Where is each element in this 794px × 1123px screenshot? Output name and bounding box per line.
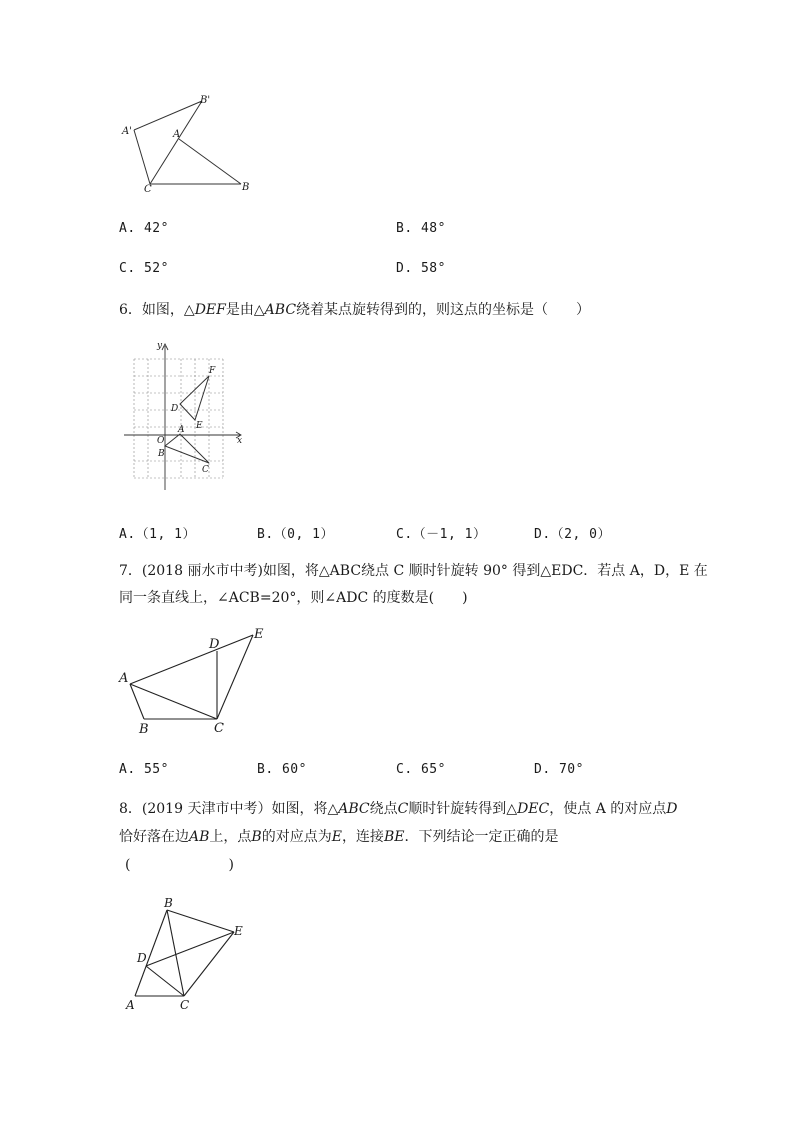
q8-seg-be: BE bbox=[383, 829, 405, 845]
q6-option-c[interactable]: C.（－1, 1） bbox=[396, 527, 487, 542]
q5-option-d[interactable]: D. 58° bbox=[396, 261, 446, 276]
q8-tri-abc: △ABC bbox=[327, 801, 370, 817]
q7-option-b[interactable]: B. 60° bbox=[257, 762, 307, 777]
q7-figure bbox=[115, 622, 275, 737]
q8-label-D: D bbox=[137, 951, 147, 965]
q8-point-d: D bbox=[666, 801, 678, 817]
q8-point-c: C bbox=[397, 801, 409, 817]
q6-option-b[interactable]: B.（0, 1） bbox=[257, 527, 334, 542]
q6-text-2: 是由△ bbox=[225, 302, 265, 318]
q8-text-5: 恰好落在边 bbox=[119, 829, 189, 845]
q6-label-B: B bbox=[158, 449, 165, 459]
q6-option-d[interactable]: D.（2, 0） bbox=[534, 527, 611, 542]
q8-text-2: 绕点 bbox=[369, 801, 398, 817]
q8-text-3: 顺时针旋转得到 bbox=[408, 801, 507, 817]
q7-option-d[interactable]: D. 70° bbox=[534, 762, 584, 777]
q8-text-8: ，连接 bbox=[341, 829, 384, 845]
q7-option-a[interactable]: A. 55° bbox=[119, 762, 169, 777]
q8-seg-ab: AB bbox=[189, 829, 210, 845]
q6-tri-1: DEF bbox=[194, 302, 226, 318]
q7-label-A: A bbox=[119, 671, 129, 686]
q8-label-A: A bbox=[126, 998, 135, 1012]
q6-option-a[interactable]: A.（1, 1） bbox=[119, 527, 196, 542]
q6-number: 6． bbox=[119, 302, 142, 318]
q6-grid-figure bbox=[120, 338, 250, 493]
q6-label-E: E bbox=[196, 421, 203, 431]
q6-label-x: x bbox=[237, 436, 243, 446]
q6-tri-2: ABC bbox=[264, 302, 297, 318]
q8-text-4: ，使点 A 的对应点 bbox=[549, 801, 667, 817]
q6-label-O: O bbox=[157, 436, 165, 446]
q5-label-B: B bbox=[242, 182, 250, 193]
q5-option-c[interactable]: C. 52° bbox=[119, 261, 169, 276]
q6-label-C: C bbox=[202, 465, 209, 475]
q6-question bbox=[119, 296, 590, 324]
q8-text-6: 上，点 bbox=[209, 829, 252, 845]
q7-label-E: E bbox=[254, 627, 264, 642]
q5-figure bbox=[110, 92, 270, 197]
q6-text-3: 绕着某点旋转得到的，则这点的坐标是（ ） bbox=[296, 302, 591, 318]
q8-point-e: E bbox=[331, 829, 342, 845]
q6-label-F: F bbox=[209, 366, 216, 376]
q5-label-C: C bbox=[144, 184, 152, 195]
q8-tri-dec: △DEC bbox=[506, 801, 550, 817]
q8-label-C: C bbox=[180, 998, 190, 1012]
q6-label-y: y bbox=[157, 341, 163, 351]
q8-figure bbox=[120, 895, 260, 1015]
q8-question-line-2 bbox=[119, 823, 558, 851]
q8-label-E: E bbox=[234, 924, 243, 938]
q8-point-b: B bbox=[251, 829, 262, 845]
q7-label-D: D bbox=[209, 637, 220, 652]
q7-label-B: B bbox=[139, 722, 149, 737]
q6-label-D: D bbox=[171, 404, 179, 414]
q6-label-A: A bbox=[178, 425, 185, 435]
q8-answer-bracket[interactable]: ( ) bbox=[125, 857, 234, 873]
q5-label-B1: B' bbox=[200, 95, 211, 106]
q7-label-C: C bbox=[214, 721, 224, 736]
q8-label-B: B bbox=[164, 896, 173, 910]
q7-option-c[interactable]: C. 65° bbox=[396, 762, 446, 777]
q8-text-7: 的对应点为 bbox=[261, 829, 332, 845]
q6-text-1: 如图，△ bbox=[141, 302, 195, 318]
q8-question-line-1 bbox=[119, 795, 678, 823]
q5-label-A1: A' bbox=[122, 126, 132, 137]
q7-question-line-2: 同一条直线上，∠ACB=20°，则∠ADC 的度数是( ) bbox=[119, 590, 468, 606]
q8-text-9: ．下列结论一定正确的是 bbox=[404, 829, 559, 845]
q5-label-A: A bbox=[173, 129, 181, 140]
q5-option-a[interactable]: A. 42° bbox=[119, 221, 169, 236]
q5-option-b[interactable]: B. 48° bbox=[396, 221, 446, 236]
q8-text-1: 8．(2019 天津市中考）如图，将 bbox=[119, 801, 328, 817]
q7-question-line-1: 7．(2018 丽水市中考)如图，将△ABC绕点 C 顺时针旋转 90° 得到△EDC．若点 A，D，E 在 bbox=[119, 563, 708, 579]
